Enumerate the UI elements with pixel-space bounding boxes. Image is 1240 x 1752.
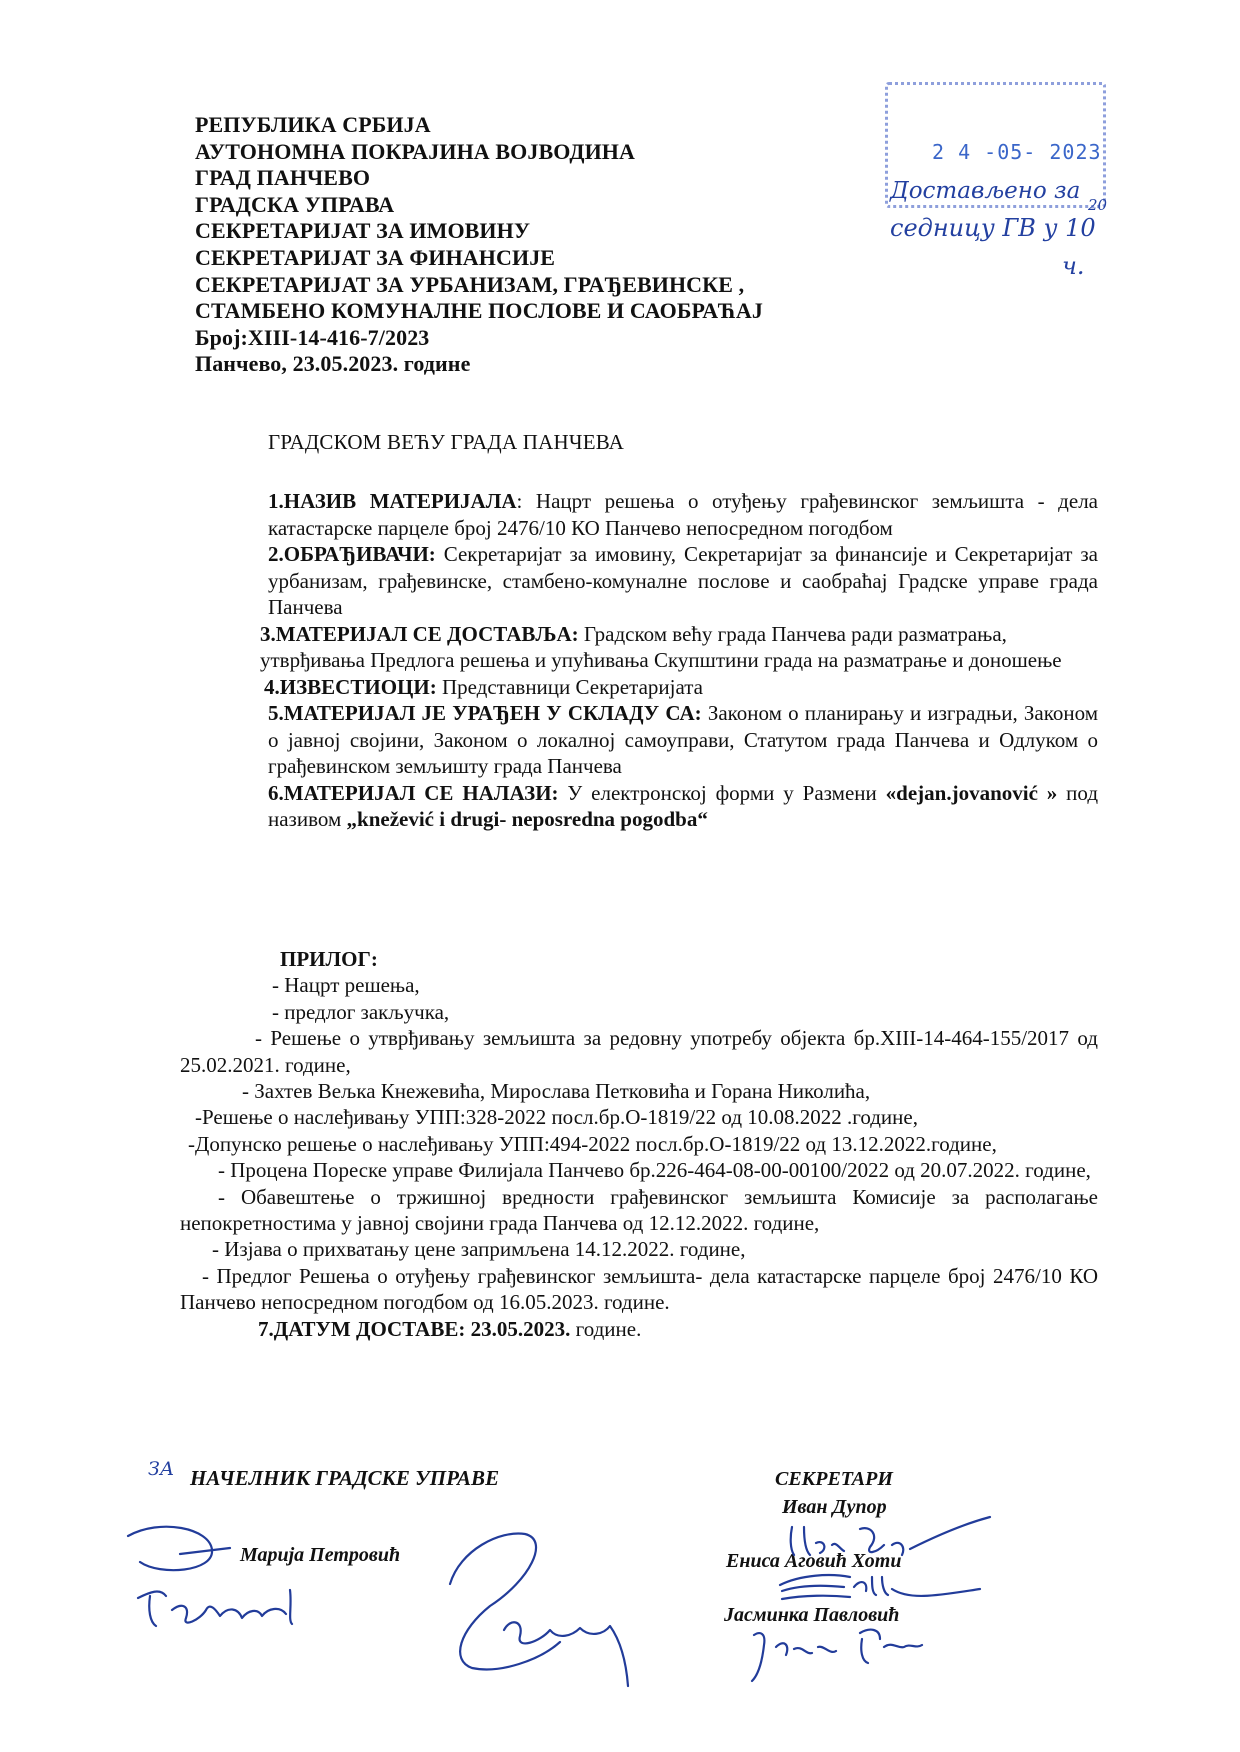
section-1: 1.НАЗИВ МАТЕРИЈАЛА: Нацрт решења о отуђењу грађевинског земљишта - дела катастарске парцеле број 2476/10 КО Панчево непосредном погодбом (268, 489, 1098, 540)
section-5 (268, 700, 1098, 780)
header-line: СЕКРЕТАРИЈАТ ЗА УРБАНИЗАМ, ГРАЂЕВИНСКЕ , (195, 271, 745, 297)
attachments (180, 946, 1098, 1342)
section-label: 6.МАТЕРИЈАЛ СЕ НАЛАЗИ: (268, 780, 559, 805)
secretary-signatures (720, 1515, 1020, 1685)
section-text: Градском већу града Панчева ради разматрања, утврђивања Предлога решења и упућивања Скупштини града на разматрање и доношење (260, 621, 1062, 672)
header-line: АУТОНОМНА ПОКРАЈИНА ВОЈВОДИНА (195, 138, 636, 164)
section-label: 4.ИЗВЕСТИОЦИ: (264, 674, 437, 699)
attachment-item: - Решење о утврђивању земљишта за редовну употребу објекта бр.XIII-14-464-155/2017 од 25.02.2021. године, (180, 1026, 1098, 1077)
document-number: Број:XIII-14-416-7/2023 (195, 324, 430, 350)
stamp-handwritten-mark: ч. (1062, 252, 1085, 280)
for-prefix-handwritten: ЗА (148, 1458, 175, 1480)
attachment-item: - Нацрт решења, (272, 973, 420, 998)
section-3 (260, 621, 1098, 674)
document-body (260, 488, 1099, 833)
header-line: СТАМБЕНО КОМУНАЛНЕ ПОСЛОВЕ И САОБРАЋАЈ (195, 298, 764, 324)
signatory-name-left: Марија Петровић (240, 1544, 401, 1566)
attachment-item: - Захтев Вељка Кнежевића, Мирослава Петковића и Горана Николића, (242, 1079, 871, 1104)
stamp-handwritten-note-2: седницу ГВ у 10 (890, 214, 1096, 242)
header-line: СЕКРЕТАРИЈАТ ЗА ФИНАНСИЈЕ (195, 244, 556, 270)
exchange-user: «dejan.jovanović » (885, 780, 1058, 805)
section-text: Нацрт решења о отуђењу грађевинског земљишта - дела катастарске парцеле број 2476/10 КО Панчево непосредном погодбом (268, 489, 1098, 540)
document-header (195, 112, 763, 378)
delivery-label: 7.ДАТУМ ДОСТАВЕ: (258, 1316, 466, 1341)
section-text: У електронској форми у Размени (567, 780, 877, 805)
secretary-name: Иван Дупор (782, 1496, 887, 1518)
section-text: Секретаријат за имовину, Секретаријат за финансије и Секретаријат за урбанизам, грађевинске, стамбено-комуналне послове и саобраћај Градске управе града Панчева (268, 542, 1098, 619)
secretary-name: Јасминка Павловић (724, 1604, 900, 1626)
attachment-item: - Обавештење о тржишној вредности грађевинског земљишта Комисије за располагање непокретностима у јавној својини града Панчева од 12.12.2022. године, (180, 1184, 1098, 1236)
section-4 (264, 674, 1098, 701)
signature-left (120, 1510, 680, 1700)
attachment-item: - предлог закључка, (272, 999, 450, 1024)
section-2 (268, 541, 1098, 621)
section-label: 3.МАТЕРИЈАЛ СЕ ДОСТАВЉА: (260, 621, 579, 646)
stamp-date: 2 4 -05- 2023 (932, 140, 1102, 164)
delivery-date-line: 7.ДАТУМ ДОСТАВЕ: 23.05.2023. године. (258, 1316, 642, 1341)
attachment-item: - Предлог Решења о отуђењу грађевинског земљишта- дела катастарске парцеле број 2476/10 КО Панчево непосредном погодбом од 16.05.2023. године. (180, 1263, 1098, 1315)
attachment-item: -Допунско решење о наслеђивању УПП:494-2022 посл.бр.О-1819/22 од 13.12.2022.године, (188, 1131, 997, 1156)
section-label: 5.МАТЕРИЈАЛ ЈЕ УРАЂЕН У СКЛАДУ СА: (268, 701, 702, 725)
delivery-date: 23.05.2023. (470, 1316, 571, 1341)
header-line: СЕКРЕТАРИЈАТ ЗА ИМОВИНУ (195, 218, 531, 244)
stamp-handwritten-superscript: 20 (1088, 196, 1108, 214)
secretaries-title: СЕКРЕТАРИ (775, 1468, 893, 1490)
signatory-title-left: НАЧЕЛНИК ГРАДСКЕ УПРАВЕ (190, 1466, 500, 1490)
header-line: ГРАД ПАНЧЕВО (195, 165, 371, 191)
header-line: РЕПУБЛИКА СРБИЈА (195, 112, 431, 137)
place-date: Панчево, 23.05.2023. године (195, 351, 471, 377)
attachments-title: ПРИЛОГ: (280, 947, 378, 971)
section-label: 2.ОБРАЂИВАЧИ: (268, 542, 436, 566)
header-line: ГРАДСКА УПРАВА (195, 191, 395, 217)
addressee: ГРАДСКОМ ВЕЋУ ГРАДА ПАНЧЕВА (268, 430, 624, 454)
attachment-item: -Решење о наслеђивању УПП:328-2022 посл.бр.О-1819/22 од 10.08.2022 .године, (195, 1105, 918, 1130)
section-6: 6.МАТЕРИЈАЛ СЕ НАЛАЗИ: У електронској форми у Размени «dejan.jovanović » под називом „knežević i drugi- neposredna pogodba“ (268, 780, 1099, 831)
material-title: „knežević i drugi- neposredna pogodba“ (346, 807, 708, 831)
stamp-handwritten-note-1: Достављено за (890, 178, 1081, 204)
section-label: 1.НАЗИВ МАТЕРИЈАЛА (268, 489, 517, 513)
section-text: Законом о планирању и изградњи, Законом о јавној својини, Законом о локалној самоуправи, Статутом града Панчева и Одлуком о грађевинском земљишту града Панчева (268, 701, 1099, 778)
attachment-item: - Процена Пореске управе Филијала Панчево бр.226-464-08-00-00100/2022 од 20.07.2022. године, (218, 1158, 1091, 1183)
secretary-name: Ениса Аговић Хоти (726, 1550, 902, 1572)
section-text: Представници Секретаријата (441, 674, 703, 699)
attachment-item: - Изјава о прихватању цене запримљена 14.12.2022. године, (212, 1237, 746, 1262)
